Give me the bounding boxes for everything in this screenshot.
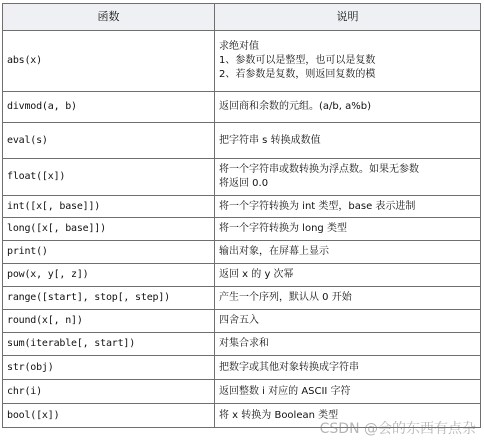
table-row [3,123,481,159]
table-row [3,31,481,92]
description-line: 把数字或其他对象转换成字符串 [219,361,359,373]
function-cell: abs(x) [3,31,215,92]
description-line: 把字符串 s 转换成数值 [219,134,321,146]
table-row [3,404,481,428]
description-line: 将返回 0.0 [219,178,269,189]
description-line: 对集合求和 [219,338,269,349]
description-line: 四舍五入 [219,315,259,326]
function-cell: print() [3,241,215,264]
function-cell: range([start], stop[, step]) [3,287,215,310]
description-cell [215,196,481,218]
function-cell: bool([x]) [3,404,215,428]
function-cell: str(obj) [3,356,215,380]
function-cell: round(x[, n]) [3,310,215,333]
description-cell [215,31,481,92]
description-cell [215,264,481,287]
table-row [3,196,481,218]
function-cell: sum(iterable[, start]) [3,333,215,356]
table-row [3,241,481,264]
table-row [3,218,481,241]
description-cell [215,310,481,333]
description-line: 返回商和余数的元组。(a/b, a%b) [219,101,371,112]
description-line: 产生一个序列，默认从 0 开始 [219,292,352,303]
description-line: 2、若参数是复数，则返回复数的模 [219,69,376,80]
function-cell: int([x[, base]]) [3,196,215,218]
description-line: 输出对象，在屏幕上显示 [219,246,329,257]
table-row [3,159,481,196]
function-table [2,3,481,428]
table-row [3,380,481,404]
function-cell: chr(i) [3,380,215,404]
description-cell [215,218,481,241]
table-row [3,310,481,333]
description-cell [215,92,481,123]
table-row [3,264,481,287]
header-description: 说明 [215,4,481,31]
description-cell [215,356,481,380]
description-line: 将 x 转换为 Boolean 类型 [219,409,339,421]
description-cell [215,159,481,196]
description-line: 返回 x 的 y 次幂 [219,269,294,280]
description-line: 求绝对值 [219,41,259,52]
description-cell [215,404,481,428]
description-line: 1、参数可以是整型，也可以是复数 [219,55,376,66]
function-cell: float([x]) [3,159,215,196]
table-row [3,92,481,123]
description-cell [215,241,481,264]
header-function: 函数 [3,4,215,31]
description-line: 将一个字符转换为 int 类型，base 表示进制 [219,200,416,212]
table-header-row [3,4,481,31]
watermark: CSDN @会的东西有点杂 [319,421,476,437]
description-line: 将一个字符转换为 long 类型 [219,223,347,234]
function-cell: divmod(a, b) [3,92,215,123]
description-cell [215,380,481,404]
description-cell [215,123,481,159]
function-cell: pow(x, y[, z]) [3,264,215,287]
description-cell [215,287,481,310]
table-row [3,287,481,310]
description-line: 将一个字符串或数转换为浮点数。如果无参数 [219,164,419,175]
description-cell [215,333,481,356]
function-cell: long([x[, base]]) [3,218,215,241]
table-row [3,356,481,380]
function-cell: eval(s) [3,123,215,159]
table-row [3,333,481,356]
description-line: 返回整数 i 对应的 ASCII 字符 [219,385,351,397]
